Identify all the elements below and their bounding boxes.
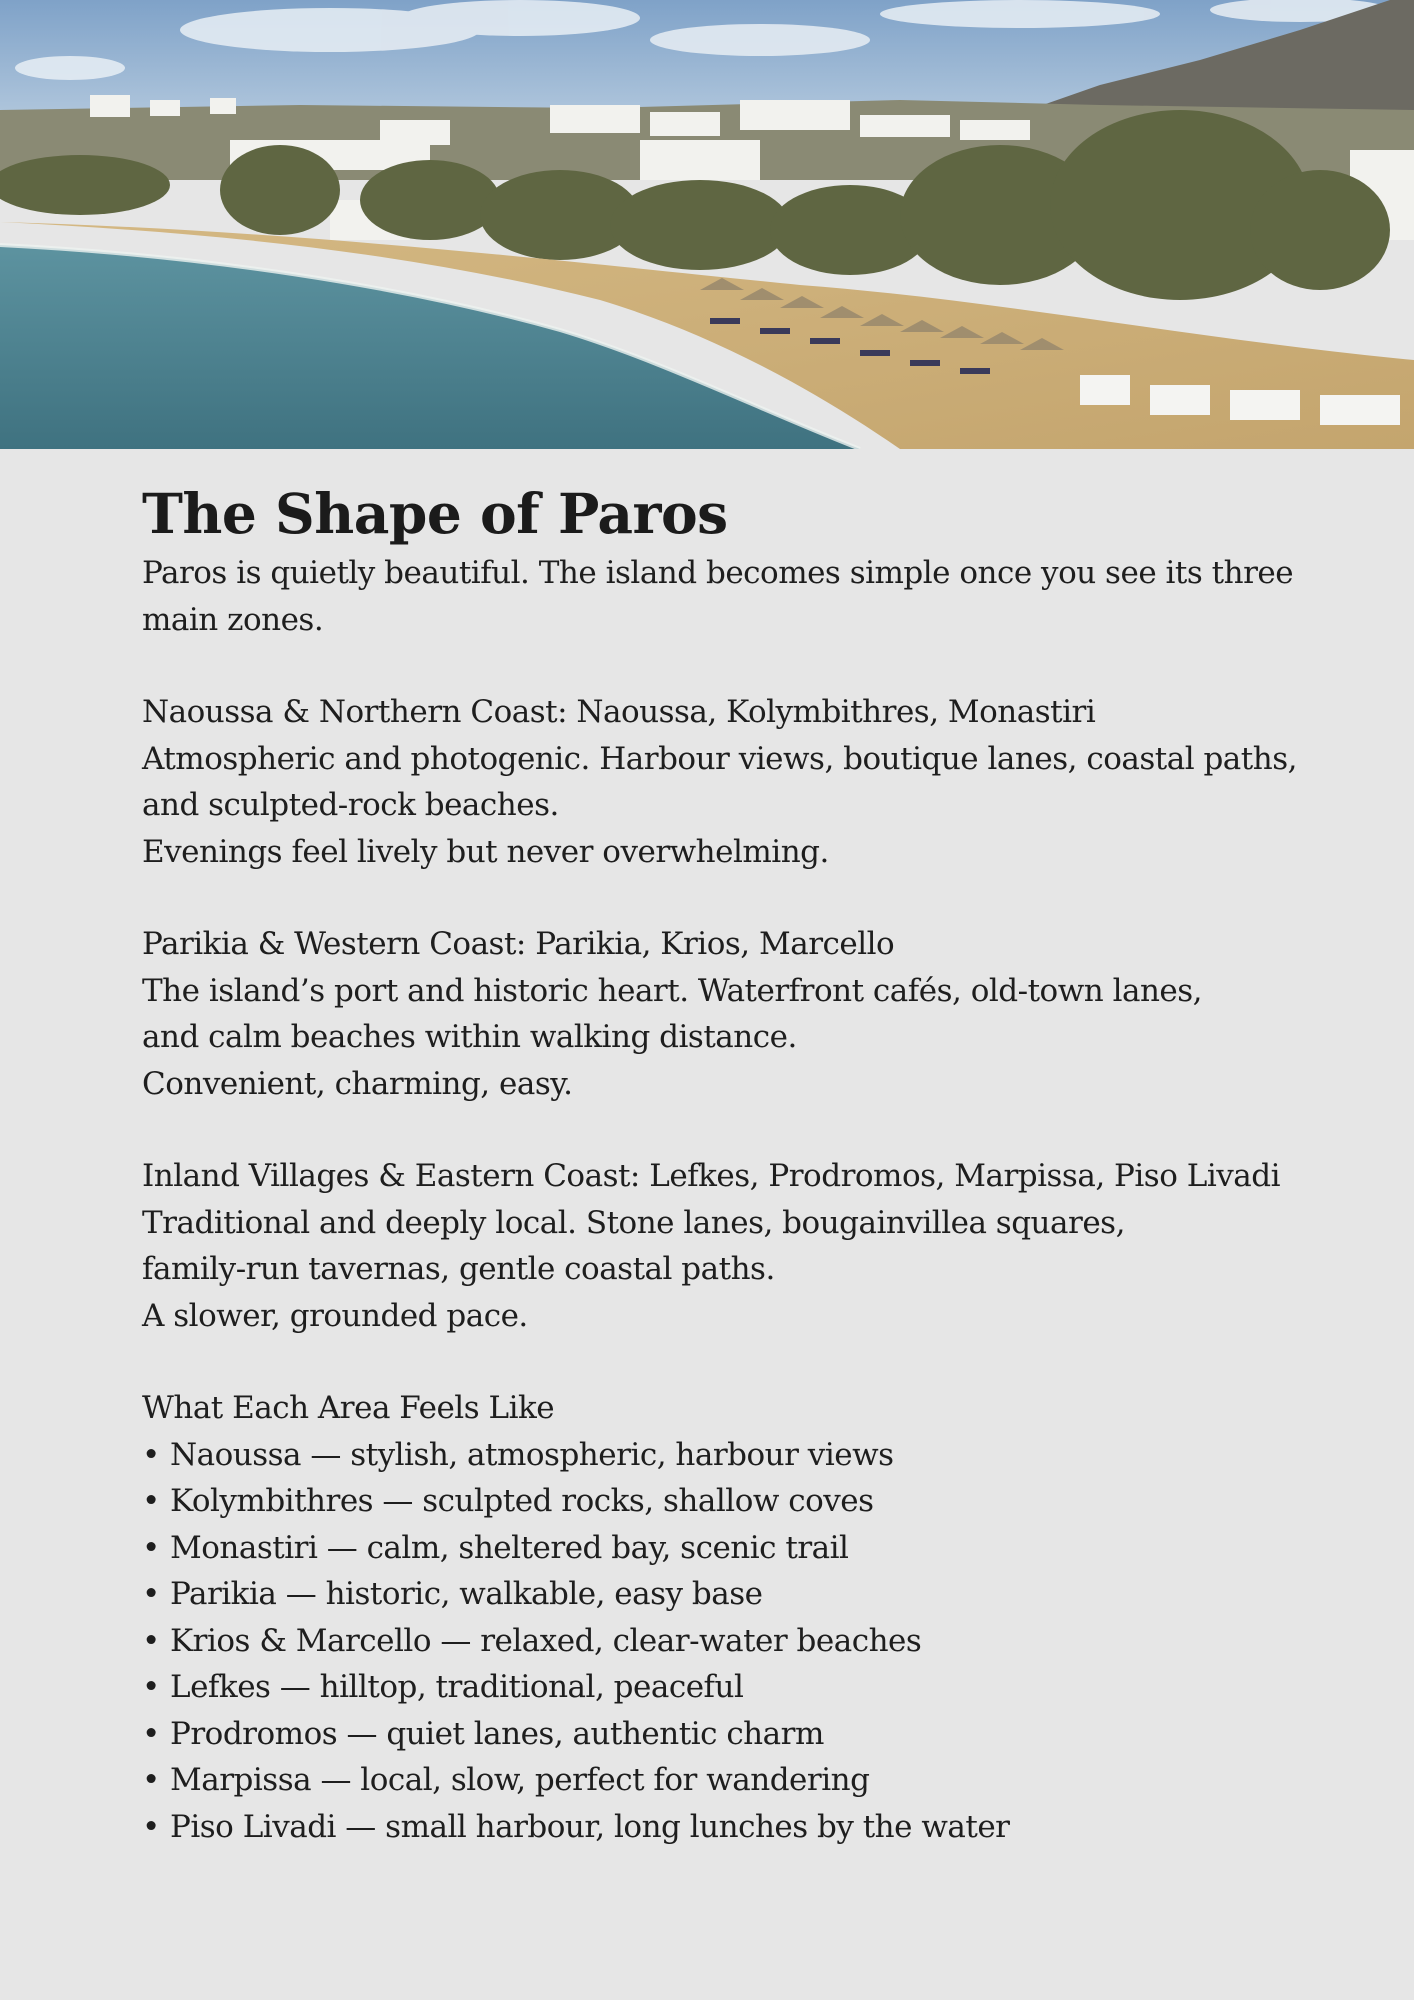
zone-description: and sculpted-rock beaches. bbox=[142, 787, 559, 823]
zone-description: The island’s port and historic heart. Waterfront cafés, old-town lanes, bbox=[142, 972, 1203, 1009]
zone-description: and calm beaches within walking distance. bbox=[142, 1019, 797, 1055]
list-item bbox=[142, 1664, 1322, 1711]
list-item bbox=[142, 1804, 1322, 1851]
list-item-text: Lefkes — hilltop, traditional, peaceful bbox=[170, 1669, 744, 1705]
zone-description: Traditional and deeply local. Stone lanes, bougainvillea squares, bbox=[142, 1204, 1125, 1241]
list-item bbox=[142, 1525, 1322, 1572]
zone-heading: Naoussa & Northern Coast: Naoussa, Kolymbithres, Monastiri bbox=[142, 694, 1096, 730]
intro-paragraph bbox=[142, 550, 1322, 643]
bullet-icon: • bbox=[142, 1622, 160, 1659]
zone-mood: Convenient, charming, easy. bbox=[142, 1065, 573, 1102]
hero-photo bbox=[0, 0, 1414, 449]
zone-mood: A slower, grounded pace. bbox=[142, 1297, 528, 1334]
bullet-icon: • bbox=[142, 1669, 160, 1705]
areas-section bbox=[142, 1385, 1322, 1850]
zone-section-inland bbox=[142, 1153, 1322, 1339]
bullet-icon: • bbox=[142, 1436, 160, 1473]
areas-heading: What Each Area Feels Like bbox=[142, 1390, 555, 1426]
list-item bbox=[142, 1571, 1322, 1618]
list-item bbox=[142, 1711, 1322, 1758]
list-item bbox=[142, 1478, 1322, 1525]
article bbox=[142, 478, 1322, 1850]
zone-heading: Parikia & Western Coast: Parikia, Krios, Marcello bbox=[142, 926, 895, 962]
page-title: The Shape of Paros bbox=[142, 481, 728, 546]
list-item-text: Krios & Marcello — relaxed, clear-water beaches bbox=[170, 1622, 922, 1659]
beach-town-photo bbox=[0, 0, 1414, 449]
zone-heading: Inland Villages & Eastern Coast: Lefkes, Prodromos, Marpissa, Piso Livadi bbox=[142, 1158, 1280, 1194]
bullet-icon: • bbox=[142, 1762, 160, 1798]
intro-line: main zones. bbox=[142, 601, 324, 638]
list-item-text: Kolymbithres — sculpted rocks, shallow coves bbox=[170, 1483, 874, 1519]
zone-mood: Evenings feel lively but never overwhelming. bbox=[142, 833, 829, 870]
list-item bbox=[142, 1618, 1322, 1665]
intro-line: Paros is quietly beautiful. The island becomes simple once you see its three bbox=[142, 555, 1294, 591]
zone-section-parikia bbox=[142, 921, 1322, 1107]
bullet-icon: • bbox=[142, 1808, 160, 1845]
list-item-text: Piso Livadi — small harbour, long lunches by the water bbox=[170, 1808, 1010, 1845]
areas-list bbox=[142, 1432, 1322, 1851]
zone-description: family-run tavernas, gentle coastal paths. bbox=[142, 1251, 775, 1287]
list-item bbox=[142, 1432, 1322, 1479]
list-item bbox=[142, 1757, 1322, 1804]
zone-description: Atmospheric and photogenic. Harbour views, boutique lanes, coastal paths, bbox=[142, 740, 1297, 777]
list-item-text: Prodromos — quiet lanes, authentic charm bbox=[170, 1715, 824, 1752]
bullet-icon: • bbox=[142, 1715, 160, 1752]
list-item-text: Monastiri — calm, sheltered bay, scenic trail bbox=[170, 1529, 849, 1566]
bullet-icon: • bbox=[142, 1483, 160, 1519]
bullet-icon: • bbox=[142, 1529, 160, 1566]
zone-section-naoussa bbox=[142, 689, 1322, 875]
bullet-icon: • bbox=[142, 1576, 160, 1612]
list-item-text: Naoussa — stylish, atmospheric, harbour views bbox=[170, 1436, 894, 1473]
list-item-text: Marpissa — local, slow, perfect for wandering bbox=[170, 1762, 870, 1798]
list-item-text: Parikia — historic, walkable, easy base bbox=[170, 1576, 763, 1612]
